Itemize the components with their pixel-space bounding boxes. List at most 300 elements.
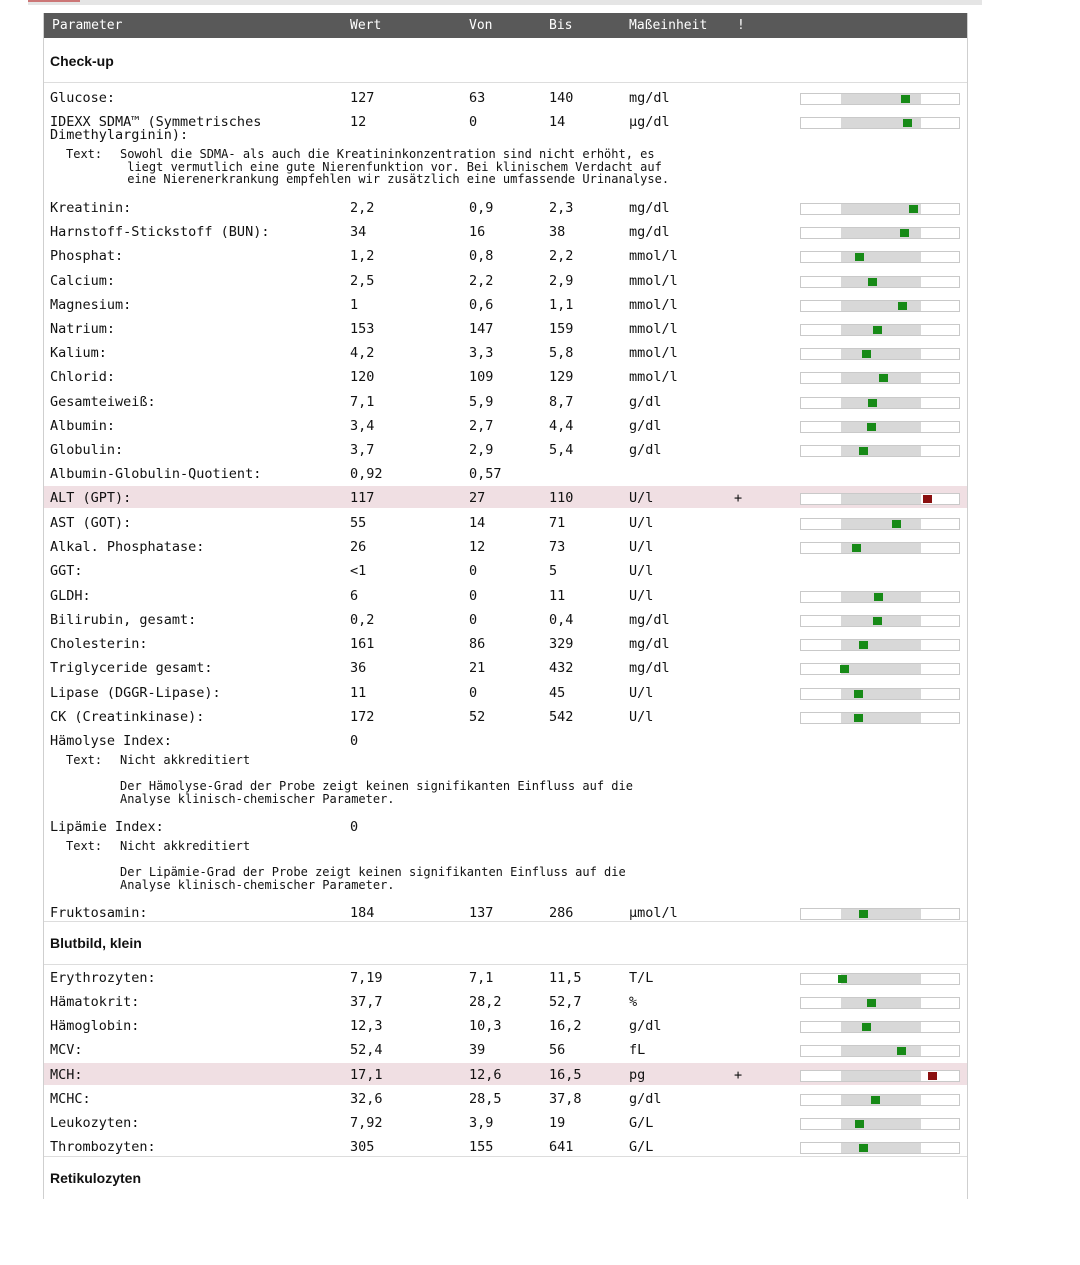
value-cell: 0,92 bbox=[350, 466, 383, 482]
reference-range-bar bbox=[800, 1118, 960, 1130]
to-cell: 110 bbox=[549, 490, 574, 506]
value-cell: 36 bbox=[350, 660, 367, 676]
reference-range-bar bbox=[800, 542, 960, 554]
to-cell: 129 bbox=[549, 369, 574, 385]
value-marker bbox=[892, 520, 901, 528]
table-row bbox=[44, 293, 967, 315]
to-cell: 14 bbox=[549, 114, 566, 130]
to-cell: 52,7 bbox=[549, 994, 582, 1010]
reference-range-band bbox=[841, 998, 921, 1008]
to-cell: 71 bbox=[549, 515, 566, 531]
reference-range-band bbox=[841, 1143, 921, 1153]
parameter-cell: Magnesium: bbox=[50, 297, 132, 313]
from-cell: 2,7 bbox=[469, 418, 494, 434]
note-text: Nicht akkreditiert bbox=[120, 753, 251, 767]
parameter-cell: Albumin: bbox=[50, 418, 116, 434]
note-lipaemie bbox=[44, 866, 967, 894]
reference-range-bar bbox=[800, 973, 960, 985]
reference-range-band bbox=[841, 640, 921, 650]
to-cell: 38 bbox=[549, 224, 566, 240]
parameter-cell: GLDH: bbox=[50, 588, 91, 604]
table-row bbox=[44, 1014, 967, 1036]
reference-range-band bbox=[841, 664, 921, 674]
reference-range-bar bbox=[800, 445, 960, 457]
note-text: Der Hämolyse-Grad der Probe zeigt keinen signifikanten Einfluss auf die Analyse klinisch-chemischer Parameter. bbox=[120, 779, 633, 806]
value-cell: 12 bbox=[350, 114, 367, 130]
value-cell: 184 bbox=[350, 905, 375, 921]
from-cell: 0,9 bbox=[469, 200, 494, 216]
value-cell: 37,7 bbox=[350, 994, 383, 1010]
header-flag: ! bbox=[737, 18, 745, 33]
value-cell: 6 bbox=[350, 588, 359, 604]
table-row bbox=[44, 365, 967, 387]
note-sdma bbox=[44, 148, 967, 188]
value-marker bbox=[879, 374, 888, 382]
lab-results-table bbox=[43, 13, 968, 1199]
table-row bbox=[44, 1087, 967, 1109]
from-cell: 147 bbox=[469, 321, 494, 337]
value-cell: 17,1 bbox=[350, 1067, 383, 1083]
unit-cell: mg/dl bbox=[629, 224, 670, 240]
to-cell: 5,8 bbox=[549, 345, 574, 361]
to-cell: 1,1 bbox=[549, 297, 574, 313]
table-row bbox=[44, 220, 967, 242]
from-cell: 0,57 bbox=[469, 466, 502, 482]
parameter-cell: Lipase (DGGR-Lipase): bbox=[50, 685, 221, 701]
to-cell: 286 bbox=[549, 905, 574, 921]
section-retikulozyten bbox=[44, 1156, 967, 1199]
value-marker bbox=[898, 302, 907, 310]
to-cell: 73 bbox=[549, 539, 566, 555]
reference-range-bar bbox=[800, 908, 960, 920]
reference-range-band bbox=[841, 689, 921, 699]
reference-range-bar bbox=[800, 397, 960, 409]
reference-range-bar bbox=[800, 1142, 960, 1154]
unit-cell: mmol/l bbox=[629, 297, 678, 313]
table-row bbox=[44, 196, 967, 218]
value-marker bbox=[923, 495, 932, 503]
from-cell: 16 bbox=[469, 224, 486, 240]
unit-cell: U/l bbox=[629, 490, 654, 506]
reference-range-bar bbox=[800, 372, 960, 384]
from-cell: 39 bbox=[469, 1042, 486, 1058]
parameter-cell: Chlorid: bbox=[50, 369, 116, 385]
reference-range-bar bbox=[800, 348, 960, 360]
value-cell: 305 bbox=[350, 1139, 375, 1155]
unit-cell: mg/dl bbox=[629, 660, 670, 676]
unit-cell: U/l bbox=[629, 539, 654, 555]
from-cell: 0 bbox=[469, 563, 478, 579]
parameter-cell: Alkal. Phosphatase: bbox=[50, 539, 205, 555]
to-cell: 2,2 bbox=[549, 248, 574, 264]
reference-range-band bbox=[841, 301, 921, 311]
value-cell: 120 bbox=[350, 369, 375, 385]
to-cell: 5 bbox=[549, 563, 558, 579]
table-header bbox=[44, 13, 967, 38]
value-marker bbox=[900, 229, 909, 237]
value-marker bbox=[928, 1072, 937, 1080]
parameter-cell: Gesamteiweiß: bbox=[50, 394, 156, 410]
parameter-cell: Hämoglobin: bbox=[50, 1018, 140, 1034]
table-row bbox=[44, 244, 967, 266]
parameter-cell: Thrombozyten: bbox=[50, 1139, 156, 1155]
table-row bbox=[44, 110, 967, 143]
table-row bbox=[44, 269, 967, 291]
parameter-cell: Fruktosamin: bbox=[50, 905, 148, 921]
table-row bbox=[44, 608, 967, 630]
from-cell: 0 bbox=[469, 685, 478, 701]
from-cell: 0 bbox=[469, 588, 478, 604]
table-row bbox=[44, 584, 967, 606]
reference-range-bar bbox=[800, 518, 960, 530]
section-checkup bbox=[44, 38, 967, 83]
from-cell: 12,6 bbox=[469, 1067, 502, 1083]
unit-cell: g/dl bbox=[629, 1018, 662, 1034]
table-row bbox=[44, 729, 967, 751]
value-marker bbox=[901, 95, 910, 103]
value-marker bbox=[897, 1047, 906, 1055]
header-bis: Bis bbox=[549, 18, 573, 33]
table-row bbox=[44, 486, 967, 508]
to-cell: 16,2 bbox=[549, 1018, 582, 1034]
to-cell: 5,4 bbox=[549, 442, 574, 458]
unit-cell: g/dl bbox=[629, 442, 662, 458]
from-cell: 12 bbox=[469, 539, 486, 555]
parameter-cell: ALT (GPT): bbox=[50, 490, 132, 506]
to-cell: 45 bbox=[549, 685, 566, 701]
value-cell: 12,3 bbox=[350, 1018, 383, 1034]
table-row bbox=[44, 438, 967, 460]
to-cell: 542 bbox=[549, 709, 574, 725]
unit-cell: µmol/l bbox=[629, 905, 678, 921]
to-cell: 8,7 bbox=[549, 394, 574, 410]
value-cell: 3,7 bbox=[350, 442, 375, 458]
from-cell: 28,2 bbox=[469, 994, 502, 1010]
value-marker bbox=[868, 399, 877, 407]
value-marker bbox=[859, 910, 868, 918]
note-text: Nicht akkreditiert bbox=[120, 839, 251, 853]
unit-cell: g/dl bbox=[629, 394, 662, 410]
reference-range-bar bbox=[800, 276, 960, 288]
reference-range-band bbox=[841, 252, 921, 262]
unit-cell: pg bbox=[629, 1067, 646, 1083]
unit-cell: U/l bbox=[629, 685, 654, 701]
note-haemolyse bbox=[44, 780, 967, 808]
unit-cell: % bbox=[629, 994, 638, 1010]
reference-range-band bbox=[841, 228, 921, 238]
value-marker bbox=[871, 1096, 880, 1104]
to-cell: 11 bbox=[549, 588, 566, 604]
value-marker bbox=[838, 975, 847, 983]
parameter-cell: Bilirubin, gesamt: bbox=[50, 612, 197, 628]
table-row bbox=[44, 990, 967, 1012]
reference-range-band bbox=[841, 519, 921, 529]
table-row bbox=[44, 535, 967, 557]
note-haemolyse-accreditation bbox=[44, 754, 967, 768]
reference-range-bar bbox=[800, 712, 960, 724]
reference-range-bar bbox=[800, 324, 960, 336]
parameter-cell: Erythrozyten: bbox=[50, 970, 156, 986]
to-cell: 16,5 bbox=[549, 1067, 582, 1083]
value-marker bbox=[854, 714, 863, 722]
reference-range-bar bbox=[800, 615, 960, 627]
unit-cell: mg/dl bbox=[629, 636, 670, 652]
to-cell: 0,4 bbox=[549, 612, 574, 628]
value-cell: 11 bbox=[350, 685, 367, 701]
value-cell: 153 bbox=[350, 321, 375, 337]
reference-range-bar bbox=[800, 203, 960, 215]
to-cell: 2,9 bbox=[549, 273, 574, 289]
value-marker bbox=[859, 447, 868, 455]
value-cell: 52,4 bbox=[350, 1042, 383, 1058]
to-cell: 2,3 bbox=[549, 200, 574, 216]
from-cell: 5,9 bbox=[469, 394, 494, 410]
reference-range-band bbox=[841, 713, 921, 723]
unit-cell: mg/dl bbox=[629, 612, 670, 628]
parameter-cell: Hämatokrit: bbox=[50, 994, 140, 1010]
unit-cell: G/L bbox=[629, 1139, 654, 1155]
from-cell: 0,6 bbox=[469, 297, 494, 313]
from-cell: 3,9 bbox=[469, 1115, 494, 1131]
unit-cell: mmol/l bbox=[629, 248, 678, 264]
reference-range-bar bbox=[800, 300, 960, 312]
section-blutbild bbox=[44, 921, 967, 965]
from-cell: 137 bbox=[469, 905, 494, 921]
reference-range-bar bbox=[800, 1070, 960, 1082]
to-cell: 329 bbox=[549, 636, 574, 652]
reference-range-bar bbox=[800, 639, 960, 651]
top-accent bbox=[28, 0, 80, 2]
table-row bbox=[44, 705, 967, 727]
unit-cell: mg/dl bbox=[629, 200, 670, 216]
reference-range-bar bbox=[800, 251, 960, 263]
reference-range-bar bbox=[800, 663, 960, 675]
reference-range-band bbox=[841, 1095, 921, 1105]
reference-range-band bbox=[841, 1046, 921, 1056]
note-lipaemie-accreditation bbox=[44, 840, 967, 854]
table-row bbox=[44, 390, 967, 412]
reference-range-bar bbox=[800, 1094, 960, 1106]
parameter-cell: Calcium: bbox=[50, 273, 116, 289]
section-title: Blutbild, klein bbox=[50, 935, 142, 951]
reference-range-bar bbox=[800, 997, 960, 1009]
from-cell: 0,8 bbox=[469, 248, 494, 264]
unit-cell: g/dl bbox=[629, 418, 662, 434]
header-einheit: Maßeinheit bbox=[629, 18, 708, 33]
reference-range-band bbox=[841, 398, 921, 408]
note-text: Sowohl die SDMA- als auch die Kreatininkonzentration sind nicht erhöht, es liegt vermutlich eine gute Nierenfunktion vor. Bei klinischem Verdacht auf eine Nierenerkrankung empfehlen wir zusätzlich eine umfassende Urinanalyse. bbox=[120, 147, 670, 186]
value-cell: 26 bbox=[350, 539, 367, 555]
to-cell: 4,4 bbox=[549, 418, 574, 434]
header-von: Von bbox=[469, 18, 493, 33]
from-cell: 86 bbox=[469, 636, 486, 652]
from-cell: 0 bbox=[469, 612, 478, 628]
parameter-cell: IDEXX SDMA™ (Symmetrisches Dimethylarginin): bbox=[50, 114, 262, 143]
parameter-cell: GGT: bbox=[50, 563, 83, 579]
to-cell: 19 bbox=[549, 1115, 566, 1131]
parameter-cell: Harnstoff-Stickstoff (BUN): bbox=[50, 224, 270, 240]
value-marker bbox=[909, 205, 918, 213]
table-row bbox=[44, 632, 967, 654]
parameter-cell: Kalium: bbox=[50, 345, 107, 361]
value-cell: 1,2 bbox=[350, 248, 375, 264]
table-row bbox=[44, 1135, 967, 1157]
unit-cell: fL bbox=[629, 1042, 646, 1058]
section-title: Retikulozyten bbox=[50, 1170, 142, 1186]
value-marker bbox=[854, 690, 863, 698]
to-cell: 432 bbox=[549, 660, 574, 676]
value-cell: 1 bbox=[350, 297, 359, 313]
from-cell: 10,3 bbox=[469, 1018, 502, 1034]
unit-cell: U/l bbox=[629, 515, 654, 531]
value-cell: 127 bbox=[350, 90, 375, 106]
parameter-cell: MCHC: bbox=[50, 1091, 91, 1107]
table-row bbox=[44, 681, 967, 703]
value-marker bbox=[859, 641, 868, 649]
parameter-cell: Hämolyse Index: bbox=[50, 733, 172, 749]
reference-range-band bbox=[841, 446, 921, 456]
value-cell: 7,92 bbox=[350, 1115, 383, 1131]
to-cell: 641 bbox=[549, 1139, 574, 1155]
table-row bbox=[44, 901, 967, 923]
table-row bbox=[44, 815, 967, 837]
to-cell: 37,8 bbox=[549, 1091, 582, 1107]
value-cell: 0 bbox=[350, 819, 359, 835]
value-cell: 0,2 bbox=[350, 612, 375, 628]
from-cell: 155 bbox=[469, 1139, 494, 1155]
note-text: Der Lipämie-Grad der Probe zeigt keinen signifikanten Einfluss auf die Analyse klinisch-chemischer Parameter. bbox=[120, 865, 626, 892]
from-cell: 28,5 bbox=[469, 1091, 502, 1107]
value-cell: 172 bbox=[350, 709, 375, 725]
parameter-cell: MCV: bbox=[50, 1042, 83, 1058]
unit-cell: mg/dl bbox=[629, 90, 670, 106]
note-label: Text: bbox=[66, 753, 103, 767]
parameter-cell: Globulin: bbox=[50, 442, 124, 458]
parameter-cell: Triglyceride gesamt: bbox=[50, 660, 213, 676]
value-cell: 117 bbox=[350, 490, 375, 506]
value-cell: 161 bbox=[350, 636, 375, 652]
value-cell: 34 bbox=[350, 224, 367, 240]
table-row bbox=[44, 511, 967, 533]
table-row bbox=[44, 86, 967, 108]
note-label: Text: bbox=[66, 147, 103, 161]
reference-range-bar bbox=[800, 688, 960, 700]
from-cell: 52 bbox=[469, 709, 486, 725]
parameter-cell: Leukozyten: bbox=[50, 1115, 140, 1131]
value-cell: 4,2 bbox=[350, 345, 375, 361]
to-cell: 56 bbox=[549, 1042, 566, 1058]
value-marker bbox=[855, 1120, 864, 1128]
table-row bbox=[44, 1111, 967, 1133]
reference-range-band bbox=[841, 422, 921, 432]
value-marker bbox=[873, 326, 882, 334]
to-cell: 159 bbox=[549, 321, 574, 337]
table-row bbox=[44, 1063, 967, 1085]
parameter-cell: Glucose: bbox=[50, 90, 116, 106]
unit-cell: G/L bbox=[629, 1115, 654, 1131]
parameter-cell: AST (GOT): bbox=[50, 515, 132, 531]
unit-cell: U/l bbox=[629, 588, 654, 604]
value-marker bbox=[862, 350, 871, 358]
value-cell: 32,6 bbox=[350, 1091, 383, 1107]
table-row bbox=[44, 656, 967, 678]
reference-range-band bbox=[841, 277, 921, 287]
parameter-cell: Albumin-Globulin-Quotient: bbox=[50, 466, 262, 482]
parameter-cell: Lipämie Index: bbox=[50, 819, 164, 835]
value-cell: 2,5 bbox=[350, 273, 375, 289]
reference-range-band bbox=[841, 1071, 921, 1081]
reference-range-band bbox=[841, 494, 921, 504]
table-row bbox=[44, 966, 967, 988]
unit-cell: g/dl bbox=[629, 1091, 662, 1107]
unit-cell: U/l bbox=[629, 563, 654, 579]
reference-range-band bbox=[841, 1119, 921, 1129]
unit-cell: mmol/l bbox=[629, 369, 678, 385]
reference-range-bar bbox=[800, 1021, 960, 1033]
from-cell: 7,1 bbox=[469, 970, 494, 986]
from-cell: 14 bbox=[469, 515, 486, 531]
top-scroll-strip bbox=[28, 0, 982, 5]
value-marker bbox=[852, 544, 861, 552]
from-cell: 21 bbox=[469, 660, 486, 676]
reference-range-bar bbox=[800, 93, 960, 105]
value-marker bbox=[868, 278, 877, 286]
value-marker bbox=[867, 423, 876, 431]
parameter-cell: Phosphat: bbox=[50, 248, 124, 264]
to-cell: 140 bbox=[549, 90, 574, 106]
table-row bbox=[44, 317, 967, 339]
parameter-cell: Kreatinin: bbox=[50, 200, 132, 216]
unit-cell: mmol/l bbox=[629, 345, 678, 361]
from-cell: 109 bbox=[469, 369, 494, 385]
value-cell: 2,2 bbox=[350, 200, 375, 216]
value-cell: 7,19 bbox=[350, 970, 383, 986]
value-marker bbox=[855, 253, 864, 261]
from-cell: 0 bbox=[469, 114, 478, 130]
flag-cell: + bbox=[734, 490, 743, 506]
reference-range-band bbox=[841, 909, 921, 919]
value-cell: 0 bbox=[350, 733, 359, 749]
parameter-cell: Natrium: bbox=[50, 321, 116, 337]
reference-range-band bbox=[841, 1022, 921, 1032]
parameter-cell: MCH: bbox=[50, 1067, 83, 1083]
value-marker bbox=[867, 999, 876, 1007]
reference-range-band bbox=[841, 349, 921, 359]
value-cell: 55 bbox=[350, 515, 367, 531]
unit-cell: T/L bbox=[629, 970, 654, 986]
from-cell: 2,9 bbox=[469, 442, 494, 458]
from-cell: 63 bbox=[469, 90, 486, 106]
reference-range-bar bbox=[800, 493, 960, 505]
header-parameter: Parameter bbox=[52, 18, 123, 33]
value-marker bbox=[873, 617, 882, 625]
value-marker bbox=[859, 1144, 868, 1152]
parameter-cell: CK (Creatinkinase): bbox=[50, 709, 205, 725]
table-row bbox=[44, 559, 967, 581]
unit-cell: mmol/l bbox=[629, 321, 678, 337]
value-cell: 3,4 bbox=[350, 418, 375, 434]
header-wert: Wert bbox=[350, 18, 382, 33]
value-marker bbox=[840, 665, 849, 673]
reference-range-bar bbox=[800, 1045, 960, 1057]
value-cell: 7,1 bbox=[350, 394, 375, 410]
table-row bbox=[44, 414, 967, 436]
reference-range-bar bbox=[800, 117, 960, 129]
table-row bbox=[44, 1038, 967, 1060]
unit-cell: U/l bbox=[629, 709, 654, 725]
from-cell: 2,2 bbox=[469, 273, 494, 289]
value-cell: <1 bbox=[350, 563, 367, 579]
